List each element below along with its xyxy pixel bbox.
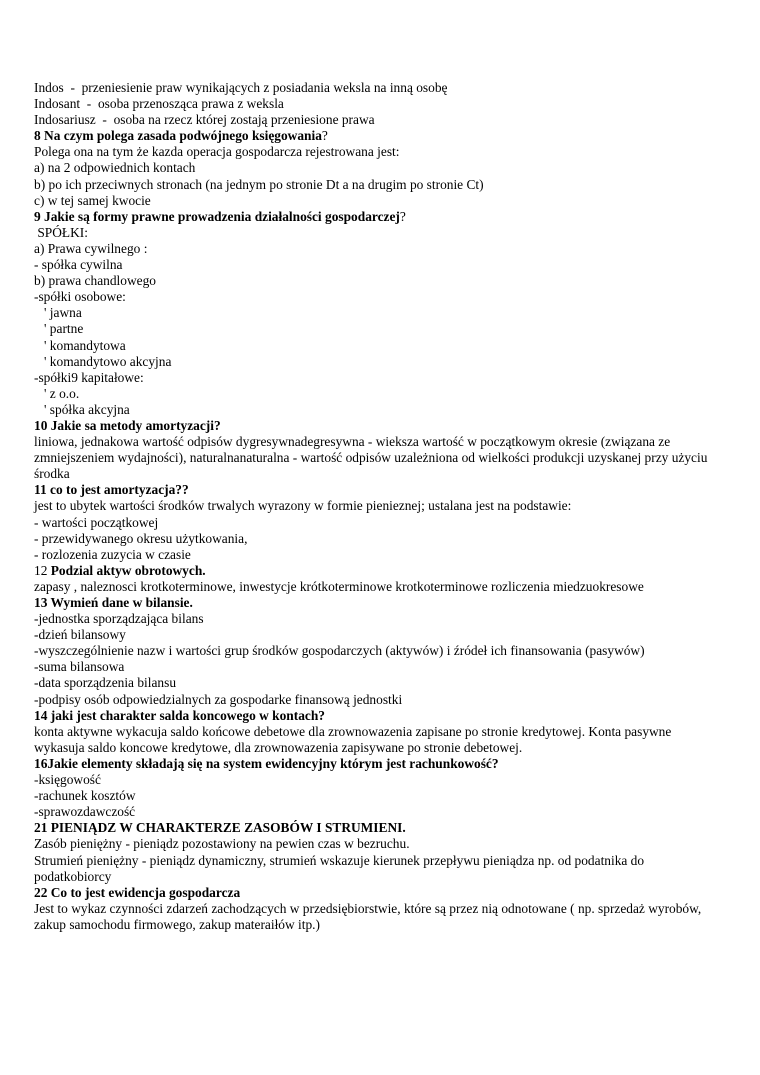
text-line: Polega ona na tym że kazda operacja gospodarcza rejestrowana jest: <box>34 144 400 160</box>
text-paragraph: konta aktywne wykacuja saldo końcowe debetowe dla zrownowazenia zapisane po stronie kredytowej. Konta pasywne wykasuja saldo koncowe kredytowe, dla zrownowazenia zapisywane po stronie debetowej. <box>34 723 672 755</box>
text-line: Indos - przeniesienie praw wynikających z posiadania weksla na inną osobę <box>34 80 448 95</box>
question-heading-12 <box>34 563 712 579</box>
text-line: ' spółka akcyjna <box>34 401 130 417</box>
text-line: Zasób pieniężny - pieniądz pozostawiony na pewien czas w bezruchu. <box>34 836 410 852</box>
text-line: -podpisy osób odpowiedzialnych za gospodarke finansową jednostki <box>34 691 403 707</box>
text-line: -suma bilansowa <box>34 659 125 675</box>
question-heading-22: 22 Co to jest ewidencja gospodarcza <box>34 884 241 900</box>
text-line: - spółka cywilna <box>34 257 123 273</box>
text-paragraph: Strumień pieniężny - pieniądz dynamiczny, strumień wskazuje kierunek przepływu pieniądza np. od podatnika do podatkobiorcy <box>34 852 645 884</box>
text-paragraph: zapasy , naleznosci krotkoterminowe, inwestycje krótkoterminowe krotkoterminowe rozliczenia miedzuokresowe <box>34 578 644 594</box>
question-heading-13: 13 Wymień dane w bilansie. <box>34 595 193 610</box>
text-line: -księgowość <box>34 772 101 788</box>
text-line: a) Prawa cywilnego : <box>34 240 148 256</box>
question-heading-9 <box>34 209 712 225</box>
text-line: - wartości początkowej <box>34 514 159 530</box>
text-line: b) po ich przeciwnych stronach (na jednym po stronie Dt a na drugim po stronie Ct) <box>34 176 484 192</box>
question-heading-21: 21 PIENIĄDZ W CHARAKTERZE ZASOBÓW I STRUMIENI. <box>34 820 406 836</box>
text-line: ' z o.o. <box>34 385 80 401</box>
text-line: -rachunek kosztów <box>34 788 136 804</box>
text-line: b) prawa chandlowego <box>34 273 156 289</box>
text-line: -spółki osobowe: <box>34 289 126 305</box>
text-line: ' jawna <box>34 305 82 321</box>
question-heading-16: 16Jakie elementy składają się na system ewidencyjny którym jest rachunkowość? <box>34 755 499 771</box>
text-line: - przewidywanego okresu użytkowania, <box>34 530 248 546</box>
question-heading-8 <box>34 128 712 144</box>
text-line: -wyszczególnienie nazw i wartości grup środków gospodarczych (aktywów) i źródeł ich finansowania (pasywów) <box>34 643 645 659</box>
text-line: -dzień bilansowy <box>34 627 126 643</box>
text-paragraph: liniowa, jednakowa wartość odpisów dygresywnadegresywna - wieksza wartość w początkowym okresie (związana ze zmniejszeniem wydajności), naturalnanaturalna - wartość odpisów uzależniona od wielkości produkcji uzyskanej przy użyciu środka <box>34 434 708 482</box>
question-heading-text: 8 Na czym polega zasada podwójnego księgowania <box>34 128 322 144</box>
question-mark: ? <box>321 128 328 144</box>
question-heading-10: 10 Jakie sa metody amortyzacji? <box>34 417 221 433</box>
question-number: 12 <box>34 562 51 578</box>
question-heading-11: 11 co to jest amortyzacja?? <box>34 482 189 498</box>
question-heading-text: Podzial aktyw obrotowych. <box>50 562 206 578</box>
text-line: c) w tej samej kwocie <box>34 192 151 208</box>
text-line: -jednostka sporządzająca bilans <box>34 611 204 627</box>
question-heading-text: 9 Jakie są formy prawne prowadzenia działalności gospodarczej <box>34 208 400 224</box>
text-line: -data sporządzenia bilansu <box>34 675 177 691</box>
text-line: a) na 2 odpowiednich kontach <box>34 160 196 176</box>
text-line: Indosant - osoba przenosząca prawa z weksla <box>34 96 284 112</box>
text-line: -spółki9 kapitałowe: <box>34 369 144 385</box>
text-line: ' partne <box>34 321 84 337</box>
text-line: -sprawozdawczość <box>34 804 136 820</box>
text-line: Indosariusz - osoba na rzecz której zostają przeniesione prawa <box>34 112 375 128</box>
text-line: ' komandytowo akcyjna <box>34 353 172 369</box>
text-paragraph: Jest to wykaz czynności zdarzeń zachodzących w przedsiębiorstwie, które są przez nią odnotowane ( np. sprzedaż wyrobów, zakup samochodu firmowego, zakup materaiłów itp.) <box>34 900 702 932</box>
text-line: jest to ubytek wartości środków trwalych wyrazony w formie pienieznej; ustalana jest na podstawie: <box>34 498 572 514</box>
text-line: - rozlozenia zuzycia w czasie <box>34 546 191 562</box>
question-mark: ? <box>399 208 406 224</box>
question-heading-14: 14 jaki jest charakter salda koncowego w kontach? <box>34 707 325 723</box>
text-line: SPÓŁKI: <box>34 224 88 240</box>
text-line: ' komandytowa <box>34 337 126 353</box>
